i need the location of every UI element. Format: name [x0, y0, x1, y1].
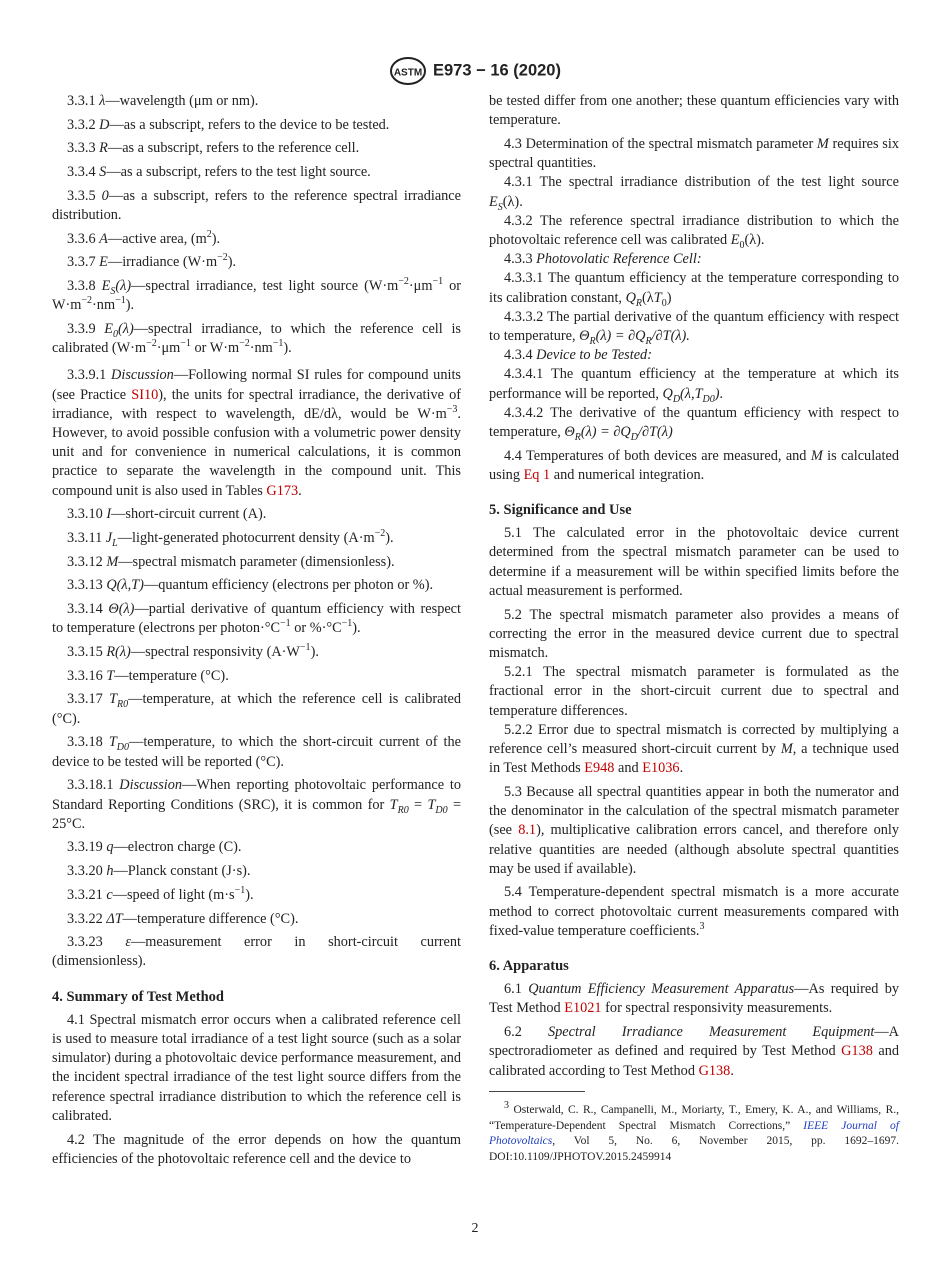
- definition-3-3-17: 3.3.17 $T_{R0}—temperature$, at which the reference cell is calibrated (°C).: [52, 691, 461, 727]
- journal-link[interactable]: IEEE Journal of Photovoltaics: [489, 1119, 899, 1148]
- paragraph-4-3-4-2: 4.3.4.2 The derivative of the quantum efficiency with respect to temperature, $\Theta_R(\lambda) = \partial Q_D/\partial T(\lambda)$: [489, 404, 899, 443]
- definition-3-3-5: 3.3.5 0—as a subscript, refers to the reference spectral irradiance distribution.: [52, 187, 462, 224]
- ref-eq-1[interactable]: Eq 1: [523, 466, 551, 483]
- footnote-3: $^3$ Osterwald, C. R., Campanelli, M., Moriarty, T., Emery, K. A., and Williams, R., “Temperature-Dependent Spectral Mismatch Corrections,” IEEE Journal of Photovoltaics, Vol 5, No. 6, November 2015, pp. 1692–1697. DOI:10.1109/JPHOTOV.2015.2459914: [489, 1100, 900, 1163]
- paragraph-5-3: 5.3 Because all spectral quantities appear in both the numerator and the denominator in the calculation of the spectral mismatch parameter (see 8.1), multiplicative calibration errors cancel, and therefore only relative quantities are needed (although absolute spectral quantities may be used if available).: [489, 783, 900, 877]
- definition-3-3-2: 3.3.2 D—as a subscript, refers to the device to be tested.: [67, 116, 390, 133]
- definition-3-3-21: 3.3.21 c—speed of light $(m\cdot s^{-1})$.: [67, 885, 254, 903]
- definition-3-3-18: 3.3.18 $T_{D0}—temperature$, to which the short-circuit current of the device to be tested will be reported (°C).: [52, 734, 461, 770]
- paragraph-4-3-3-2: 4.3.3.2 The partial derivative of the quantum efficiency with respect to temperature, $\Theta_R(\lambda) = \partial Q_R/\partial T(\lambda)$.: [489, 308, 899, 347]
- discussion-3-3-18-1: 3.3.18.1 Discussion—When reporting photovoltaic performance to Standard Reporting Conditions (SRC), it is common for $T_{R0} = T_{D0} = 25^\circ C$.: [52, 777, 462, 832]
- definition-3-3-7: 3.3.7 E—irradiance $(W\cdot m^{-2})$.: [67, 252, 237, 271]
- astm-logo-text: ASTM: [393, 67, 423, 79]
- paragraph-4-3: 4.3 Determination of the spectral mismatch parameter M requires six spectral quantities.: [489, 135, 899, 172]
- ref-g138-second[interactable]: G138: [698, 1062, 731, 1079]
- definition-3-3-10: 3.3.10 I—short-circuit current (A).: [67, 506, 267, 523]
- definition-3-3-14: 3.3.14 Θ(λ)—partial derivative of quantum efficiency with respect to temperature (electrons per $photon\cdot^\circ C^{-1}$ or $\%\cdot^\circ C^{-1}$).: [52, 601, 462, 637]
- left-column: [52, 92, 461, 1173]
- paragraph-4-3-2: 4.3.2 The reference spectral irradiance distribution to which the photovoltaic reference cell was calibrated $E_0(\lambda)$.: [489, 212, 899, 251]
- astm-logo-icon: [389, 56, 427, 86]
- definition-3-3-13: 3.3.13 Q(λ,T)—quantum efficiency (electrons per photon or %).: [67, 577, 434, 594]
- definition-3-3-6: 3.3.6 A—active area, $(m^2)$.: [67, 228, 221, 247]
- paragraph-5-4: 5.4 Temperature-dependent spectral mismatch is a more accurate method to correct photovoltaic current measurements compared with fixed-value temperature coefficients.$^3$: [489, 884, 899, 939]
- page-header: [0, 56, 950, 86]
- right-column: [489, 92, 899, 1177]
- paragraph-4-3-3-1: 4.3.3.1 The quantum efficiency at the temperature corresponding to its calibration constant, $Q_R(\lambda T_0)$: [489, 270, 899, 309]
- definition-3-3-8: 3.3.8 $E_S(\lambda)—spectral$ irradiance, test light source ($W\cdot m^{-2}\cdot\mu m^{-1}$ or $W\cdot m^{-2}\cdot nm^{-1}$).: [52, 276, 462, 314]
- ref-e1021[interactable]: E1021: [564, 1000, 602, 1017]
- discussion-3-3-9-1: 3.3.9.1 Discussion—Following normal SI rules for compound units (see Practice SI10), the units for spectral irradiance, the derivative of irradiance, with respect to wavelength, dE/dλ, would be $W\cdot m^{-3}$. However, to avoid possible confusion with a volumetric power density unit and for convenience in numerical calculations, it is common practice to separate the wavelength in the compound unit. This compound unit is also used in Tables G173.: [52, 367, 461, 499]
- paragraph-4-2-continued: be tested differ from one another; these quantum efficiencies vary with temperature.: [489, 93, 899, 129]
- paragraph-4-2: 4.2 The magnitude of the error depends on how the quantum efficiencies of the photovoltaic reference cell and the device to: [52, 1131, 461, 1167]
- paragraph-4-3-4-1: 4.3.4.1 The quantum efficiency at the temperature at which its performance will be reported, $Q_D(\lambda,T_{D0})$.: [489, 366, 899, 405]
- paragraph-4-3-1: 4.3.1 The spectral irradiance distribution of the test light source $E_S(\lambda)$.: [489, 174, 899, 213]
- definition-3-3-9: 3.3.9 $E_0(\lambda)—spectral$ irradiance, to which the reference cell is calibrated ($W\cdot m^{-2}\cdot\mu m^{-1}$ or $W\cdot m^{-2}\cdot nm^{-1}$).: [52, 321, 461, 357]
- paragraph-5-2-2: 5.2.2 Error due to spectral mismatch is corrected by multiplying a reference cell’s measured short-circuit current by M, a technique used in Test Methods E948 and E1036.: [489, 721, 899, 777]
- definition-3-3-12: 3.3.12 M—spectral mismatch parameter (dimensionless).: [67, 553, 395, 570]
- paragraph-4-3-3: 4.3.3 Photovolatic Reference Cell:: [504, 251, 702, 268]
- definition-3-3-1: 3.3.1 λ—wavelength (μm or nm).: [67, 93, 259, 109]
- ref-g173[interactable]: G173: [266, 482, 299, 499]
- definition-3-3-22: 3.3.22 ΔT—temperature difference (°C).: [67, 910, 299, 927]
- page-number: 2: [471, 1221, 479, 1236]
- definition-3-3-15: 3.3.15 R(λ)—spectral responsivity $(A\cdot W^{-1})$.: [67, 642, 319, 661]
- ref-e948[interactable]: E948: [584, 760, 615, 777]
- paragraph-5-2: 5.2 The spectral mismatch parameter also provides a means of correcting the error in the measured device current due to spectral mismatch.: [489, 606, 899, 661]
- ref-g138[interactable]: G138: [841, 1043, 873, 1060]
- definition-3-3-3: 3.3.3 R—as a subscript, refers to the reference cell.: [67, 140, 360, 157]
- section-5-heading: 5. Significance and Use: [489, 502, 632, 519]
- paragraph-6-2: 6.2 Spectral Irradiance Measurement Equipment—A spectroradiometer as defined and required by Test Method G138 and calibrated according to Test Method G138.: [489, 1024, 899, 1079]
- definition-3-3-4: 3.3.4 S—as a subscript, refers to the test light source.: [67, 164, 371, 181]
- definition-3-3-16: 3.3.16 T—temperature (°C).: [67, 667, 229, 684]
- footnote-divider: [489, 1091, 585, 1092]
- paragraph-4-1: 4.1 Spectral mismatch error occurs when a calibrated reference cell is used to measure total irradiance of a test light source (such as a solar simulator) during a photovoltaic device performance measurement, and the incident spectral irradiance of the test light source differs from the reference spectral irradiance distribution to which the reference cell is calibrated.: [52, 1011, 461, 1124]
- ref-si10[interactable]: SI10: [131, 386, 159, 403]
- paragraph-6-1: 6.1 Quantum Efficiency Measurement Apparatus—As required by Test Method E1021 for spectral responsivity measurements.: [489, 981, 899, 1017]
- paragraph-5-2-1: 5.2.1 The spectral mismatch parameter is formulated as the fractional error in the short-circuit current due to spectral and temperature differences.: [489, 664, 899, 719]
- definition-3-3-11: 3.3.11 $J_L—light$-generated photocurrent density $(A\cdot m^{-2})$.: [67, 528, 394, 549]
- definition-3-3-23: 3.3.23 ε—measurement error in short-circuit current (dimensionless).: [52, 934, 461, 970]
- definition-3-3-20: 3.3.20 h—Planck constant (J·s).: [67, 863, 251, 880]
- ref-8-1[interactable]: 8.1: [518, 822, 537, 839]
- document-designation: E973 − 16 (2020): [433, 61, 561, 80]
- ref-e1036[interactable]: E1036: [642, 760, 680, 777]
- definition-3-3-19: 3.3.19 q—electron charge (C).: [67, 839, 242, 856]
- paragraph-4-3-4: 4.3.4 Device to be Tested:: [504, 347, 652, 364]
- section-4-heading: 4. Summary of Test Method: [52, 988, 224, 1005]
- paragraph-5-1: 5.1 The calculated error in the photovoltaic device current determined from the spectral mismatch parameter can be used to determine if a measurement will be within specified limits before the actual measurement is performed.: [489, 525, 899, 599]
- paragraph-4-4: 4.4 Temperatures of both devices are measured, and M is calculated using Eq 1 and numerical integration.: [489, 447, 899, 483]
- section-6-heading: 6. Apparatus: [489, 958, 569, 975]
